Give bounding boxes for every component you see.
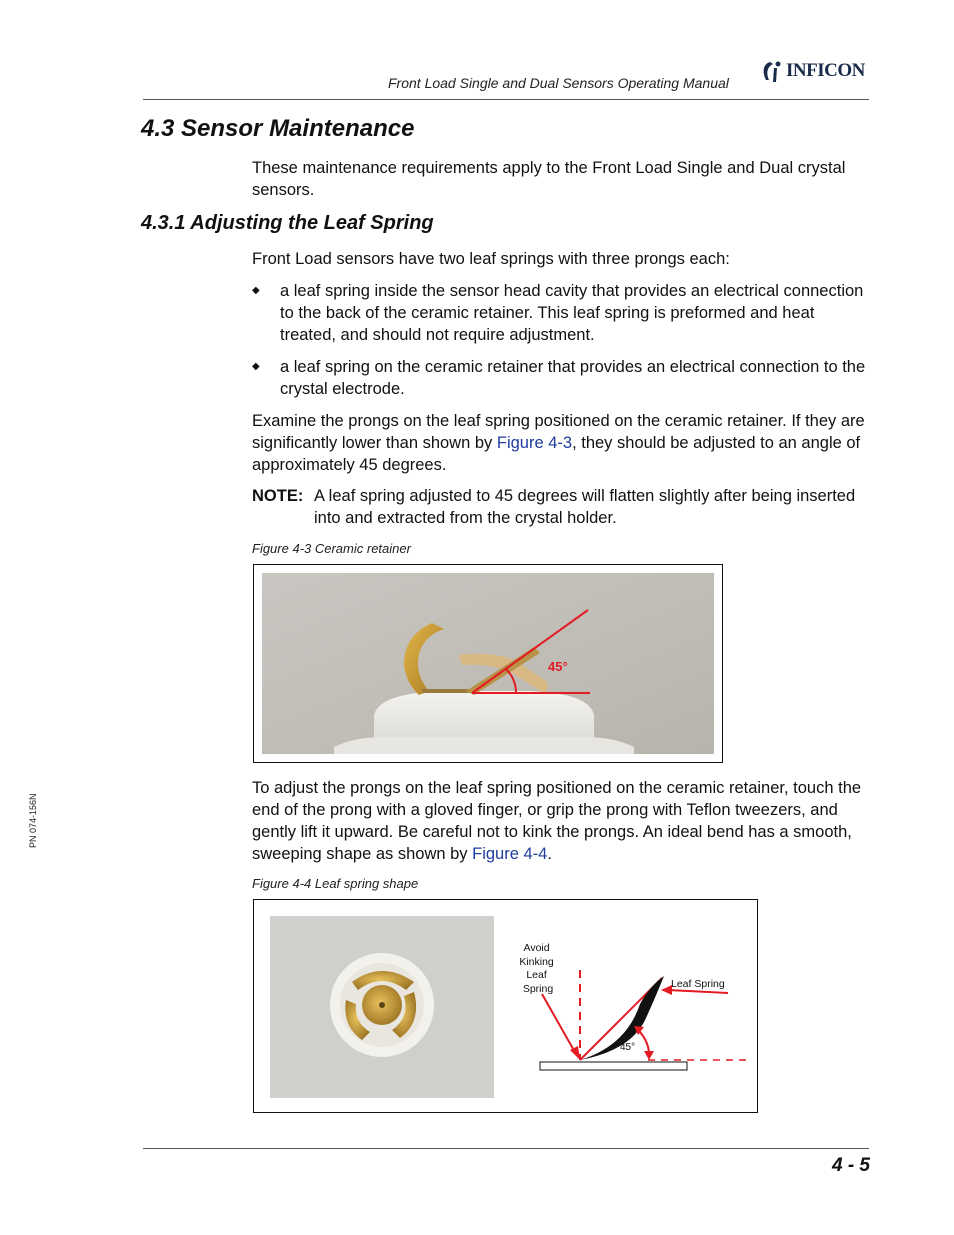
- figure-4-4-caption: Figure 4-4 Leaf spring shape: [252, 876, 419, 891]
- examine-text-before: Examine the prongs on the leaf spring positioned on the ceramic retainer. If they are significantly lower than shown by: [252, 412, 865, 452]
- list-item: [252, 280, 870, 346]
- manual-title: Front Load Single and Dual Sensors Operating Manual: [388, 75, 729, 91]
- inficon-logo-icon: [760, 58, 786, 86]
- inficon-logo-text: INFICON: [786, 60, 865, 81]
- bullet-text: a leaf spring inside the sensor head cavity that provides an electrical connection to the back of the ceramic retainer. This leaf spring is preformed and heat treated, and should not require adjustment.: [280, 282, 864, 344]
- subsection-heading: 4.3.1 Adjusting the Leaf Spring: [141, 212, 434, 234]
- retainer-base: [540, 1062, 687, 1070]
- leaf-spring-diagram: [254, 900, 757, 1112]
- adjust-text-after: .: [547, 845, 552, 863]
- figure-4-4-frame: [253, 899, 758, 1113]
- examine-paragraph: [252, 410, 870, 476]
- page-number: 4 - 5: [831, 1155, 870, 1176]
- examine-text-after: , they should be adjusted to an angle of approximately 45 degrees.: [252, 434, 861, 474]
- subsection-intro: Front Load sensors have two leaf springs with three prongs each:: [252, 250, 730, 268]
- part-number: PN 074-156N: [28, 793, 38, 848]
- figure-4-3-frame: [253, 564, 723, 763]
- header-rule: [143, 99, 869, 100]
- note-label: NOTE:: [252, 487, 304, 505]
- diamond-bullet-icon: ◆: [252, 361, 260, 372]
- adjust-paragraph: [252, 777, 870, 865]
- leaf-spring-label: Leaf Spring: [671, 978, 725, 990]
- section-intro: These maintenance requirements apply to the Front Load Single and Dual crystal sensors.: [252, 159, 846, 199]
- note: [252, 485, 870, 529]
- leaf-spring-arrow: [668, 990, 728, 993]
- figure-4-3-link[interactable]: Figure 4-3: [496, 434, 573, 452]
- figure-4-3-caption: Figure 4-3 Ceramic retainer: [252, 541, 411, 556]
- avoid-kinking-label: Avoid Kinking Leaf Spring: [519, 942, 554, 995]
- figure-4-4-link[interactable]: Figure 4-4: [472, 845, 548, 863]
- footer-rule: [143, 1148, 869, 1149]
- note-text: A leaf spring adjusted to 45 degrees will flatten slightly after being inserted into and extracted from the crystal holder.: [314, 487, 856, 527]
- section-heading: 4.3 Sensor Maintenance: [141, 115, 415, 142]
- bullet-text: a leaf spring on the ceramic retainer that provides an electrical connection to the crystal electrode.: [280, 358, 866, 398]
- angle-label-45: 45°: [620, 1042, 636, 1053]
- ceramic-retainer-photo: [254, 565, 722, 762]
- diamond-bullet-icon: ◆: [252, 285, 260, 296]
- adjust-text-before: To adjust the prongs on the leaf spring positioned on the ceramic retainer, touch the end of the prong with a gloved finger, or grip the prong with Teflon tweezers, and gently lift it upward. Be careful not to kink the prongs. An ideal bend has a smooth, sweeping shape as shown by: [252, 779, 862, 863]
- angle-label-45: 45°: [548, 659, 568, 674]
- avoid-kinking-arrow: [542, 994, 576, 1054]
- list-item: [252, 356, 870, 400]
